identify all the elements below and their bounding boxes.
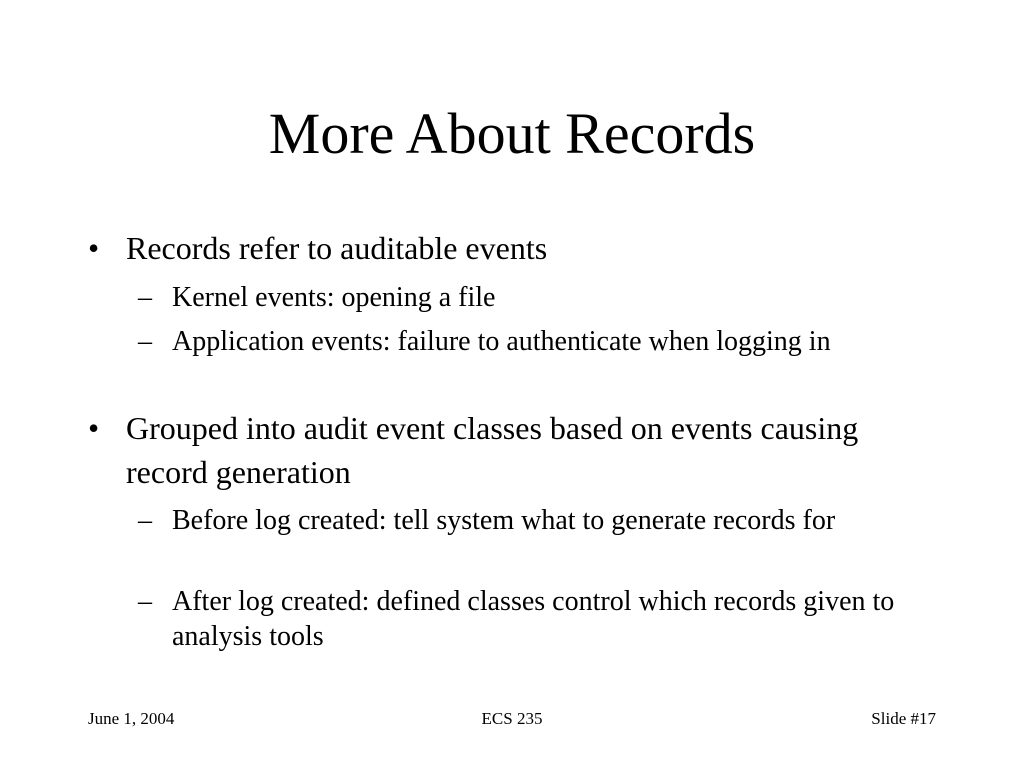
dash-icon: – — [138, 326, 152, 357]
sub-bullet-text: After log created: defined classes control which records given to analysis tools — [172, 586, 895, 652]
dash-icon: – — [138, 505, 152, 536]
dash-icon: – — [138, 586, 152, 617]
bullet-text: Records refer to auditable events — [126, 230, 548, 266]
bullet-text: Grouped into audit event classes based on events causing record generation — [126, 410, 859, 490]
bullet-icon: • — [88, 410, 100, 446]
footer-date: June 1, 2004 — [88, 709, 175, 728]
bullet-icon: • — [88, 230, 100, 266]
sub-bullet-text: Application events: failure to authenticate when logging in — [172, 326, 831, 357]
footer-course: ECS 235 — [481, 709, 543, 728]
slide-title: More About Records — [268, 101, 756, 166]
sub-bullet-text: Kernel events: opening a file — [172, 282, 496, 313]
sub-bullet-text: Before log created: tell system what to generate records for — [172, 505, 836, 536]
footer-slide-number: Slide #17 — [871, 709, 936, 728]
dash-icon: – — [138, 282, 152, 313]
